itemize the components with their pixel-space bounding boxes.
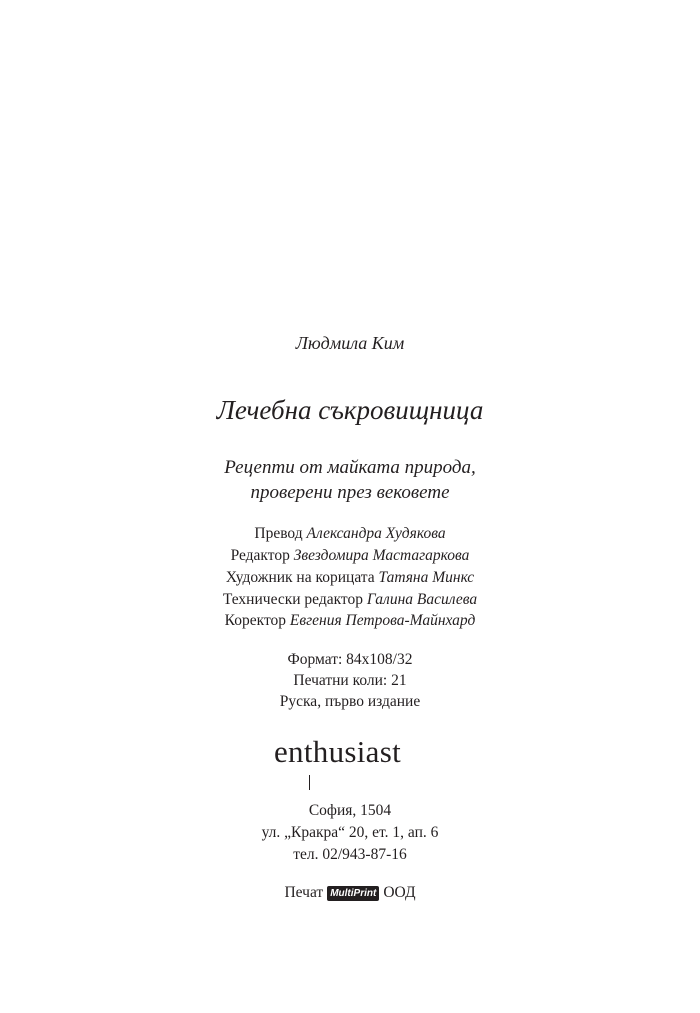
subtitle-line-1: Рецепти от майката природа, xyxy=(224,457,476,478)
credit-technical-editor xyxy=(0,591,700,609)
printer-line xyxy=(0,884,700,902)
credit-role: Коректор xyxy=(224,612,287,629)
credit-name: Александра Худякова xyxy=(306,525,446,542)
address-phone: тел. 02/943-87-16 xyxy=(293,846,407,863)
author-name: Людмила Ким xyxy=(295,333,405,353)
credit-role: Превод xyxy=(254,525,303,542)
credit-role: Технически редактор xyxy=(222,591,363,608)
credit-editor xyxy=(0,547,700,565)
spec-format: Формат: 84х108/32 xyxy=(287,651,413,668)
printer-suffix: ООД xyxy=(383,884,416,901)
publisher-logo-stroke xyxy=(309,775,310,790)
printer-logo: MultiPrint xyxy=(327,886,379,901)
publisher-logo-text: enthusiast xyxy=(274,734,401,769)
book-title: Лечебна съкровищница xyxy=(216,395,484,425)
subtitle-line-2: проверени през вековете xyxy=(250,482,450,503)
spec-edition: Руска, първо издание xyxy=(279,693,421,710)
credit-proofreader xyxy=(0,612,700,630)
printer-prefix: Печат xyxy=(284,884,324,901)
spec-printing-sheets: Печатни коли: 21 xyxy=(293,672,407,689)
credit-cover-artist xyxy=(0,569,700,587)
credit-name: Татяна Минкс xyxy=(378,569,475,586)
credit-role: Художник на корицата xyxy=(225,569,375,586)
publisher-logo xyxy=(274,734,434,792)
address-street: ул. „Кракра“ 20, ет. 1, ап. 6 xyxy=(261,824,439,841)
credit-translator xyxy=(0,525,700,543)
credit-name: Звездомира Мастагаркова xyxy=(293,547,470,564)
address-city: София, 1504 xyxy=(308,802,392,819)
credit-role: Редактор xyxy=(230,547,290,564)
credit-name: Евгения Петрова-Майнхард xyxy=(289,612,476,629)
credit-name: Галина Василева xyxy=(366,591,478,608)
